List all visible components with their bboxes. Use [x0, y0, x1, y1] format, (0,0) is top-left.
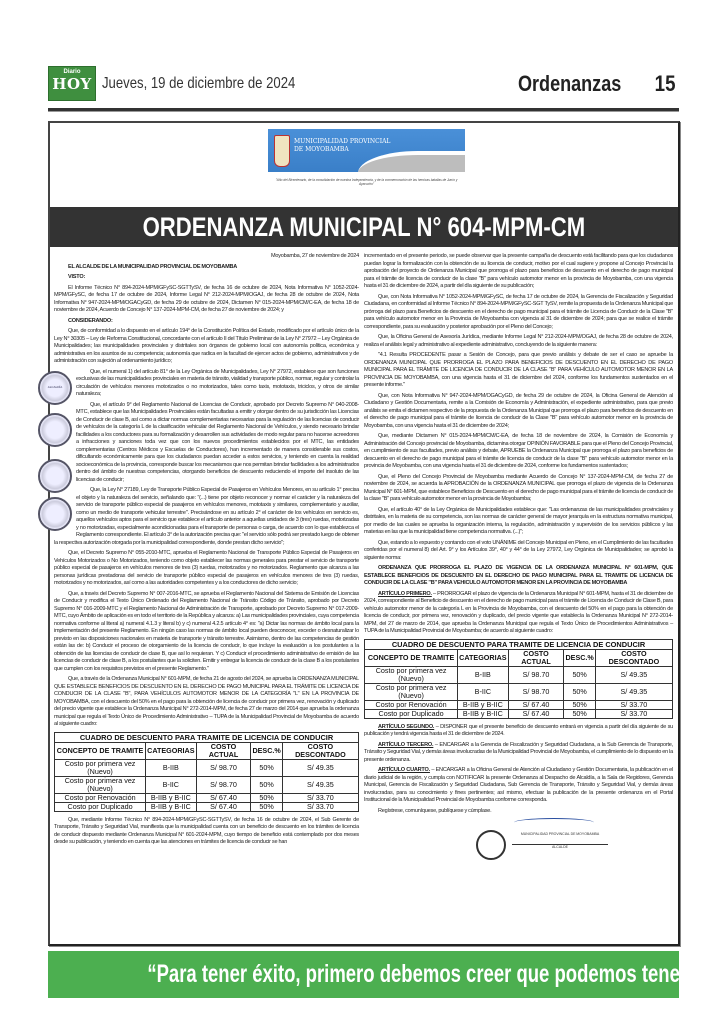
table-cell: B-IIB y B-IIC: [146, 802, 196, 811]
logo-small-text: Diario: [63, 69, 81, 75]
paragraph: Que, a través del Decreto Supremo N° 007-2016-MTC, se aprueba el Reglamento Nacional del Sistema de Emisión de Licencias de Conducir y modifica el Texto Único Ordenado del Reglamento Nacional de Tránsito Código de Tránsito, aprobado por Decreto Supremo N° 016-2009-MTC y el Reglamento Nacional de Administración de Transporte, aprobado por Decreto Supremo N° 017-2009-MTC, cuyo Ámbito de aplicación es en todo el territorio de la República y alcanza: a) Las municipalidades provinciales, cuya competencia normativa conforme al literal a) numeral 4.1.3 y literal b) y c) numeral 4.2.5 artículo 4° es: "a) Dictar las normas de ámbito local para la implementación del presente Reglamento. En ningún caso las normas de ámbito local pueden desconocer, exceder o desnaturalizar lo previsto en las disposiciones nacionales en materia de transporte y tránsito terrestre. Asimismo, dentro de las competencias de gestión están las de: b) Conducir el proceso de otorgamiento de la licencia de conducir, lo que incluye la evaluación a los postulantes a la obtención de las licencias de conducir de clase B, que así lo requieran. Y c) Conducir el procedimiento administrativo de emisión de las licencias de conducir de clase B, a los postulantes que la soliciten. Emitir y entregar la licencia de conducir de la clase B a los postulantes que cumplen con los requisitos previstos en el presente Reglamento.": [54, 590, 359, 672]
table-cell: S/ 33.70: [595, 709, 672, 718]
table-row: [365, 700, 673, 709]
coat-of-arms-icon: [274, 135, 290, 167]
header-rule: [48, 108, 679, 112]
column-header: CATEGORIAS: [458, 649, 508, 666]
table-cell: 50%: [564, 683, 595, 700]
section-name: Ordenanzas: [518, 71, 622, 96]
discount-table: [54, 732, 359, 812]
logo-big-text: HOY: [52, 75, 92, 93]
paragraph: Que, la Oficina General de Asesoría Jurídica, mediante Informe Legal N° 212-2024-MPM/OGAJ, de fecha 28 de octubre de 2024, realiza el análisis legal y administrativo al expediente administrativo, concluyendo de la siguiente manera:: [364, 334, 673, 348]
paragraph: Que, con Nota Informativa N° 947-2024-MPM/OGACyGD, de fecha 29 de octubre de 2024, la Oficina General de Atención al Ciudadano y Gestión Documentaria, remite a la Comisión de Economía y Administración, el expediente administrativo, para que previo análisis se emita el dictamen respectivo de la propuesta de la Ordenanza Municipal que prorroga el plazo para beneficios de descuento en el derecho de pago municipal para el trámite de licencia de conducir de la Clase "B" para vehículo automotor menor en la provincia de Moyobamba, con una vigencia hasta el 31 de diciembre de 2024;: [364, 392, 673, 429]
table-cell: Costo por primera vez (Nuevo): [365, 666, 458, 683]
paragraph: incrementado en el presente periodo, se puede observar que la presente campaña de descuento está facilitando para que los ciudadanos puedan lograr la formalización con la obtención de su licencia de conducir, motivo por el cual sugiere y propone al Concejo Provincial la aprobación del proyecto de Ordenanza Municipal que prorroga el plazo para beneficios de descuento en el derecho de pago municipal para el trámite de licencia de conducir de la clase "B" para vehículo automotor menor en la provincia de Moyobamba, con una vigencia hasta el 31 de diciembre de 2024, a partir del día siguiente de su publicación;: [364, 253, 673, 289]
table-cell: S/ 98.70: [196, 776, 251, 793]
title-bar: [50, 207, 678, 247]
table-cell: S/ 67.40: [508, 700, 564, 709]
paragraph: Que, el Decreto Supremo N° 055-2010-MTC, aprueba el Reglamento Nacional de Transporte Público Especial de Pasajeros en Vehículos Motorizados o No Motorizados, teniendo como objeto establecer las normas generales para prestar el servicio de transporte público especial de pasajeros en vehículos menores de tres (3) ruedas, motorizados y no motorizados. Reglamento que alcanza a las personas jurídicas prestadoras del servicio de transporte público especial de pasajeros en vehículos menores de tres (3) ruedas, motorizados y no motorizados, así como a las autoridades competentes y a los conductores de dicho servicio;: [54, 550, 359, 586]
table-cell: 50%: [251, 802, 282, 811]
article-cuarto: [364, 767, 673, 805]
table-row: [365, 666, 673, 683]
table-cell: 50%: [251, 759, 282, 776]
table-cell: 50%: [564, 709, 595, 718]
legal-quote: "4.1 Resulta PROCEDENTE pasar a Sesión de Concejo, para que previo análisis y debate de ser el caso se apruebe la ORDENANZA MUNICIPAL QUE PRORROGA EL PLAZO PARA BENEFICIOS DE DESCUENTO EN EL DERECHO DE PAGO MUNICIPAL PARA EL TRÁMITE DE LICENCIA DE CONDUCIR DE LA CLASE "B" PARA VEHÍCULO AUTOMOTOR MENOR EN LA PROVINCIA DE MOYOBAMBA, con una vigencia hasta el 31 de diciembre del 2024, conforme los fundamentos sustentados en el presente informe.": [364, 352, 673, 388]
mayor-signature: [364, 818, 673, 868]
table-cell: S/ 33.70: [595, 700, 672, 709]
table-row: [55, 776, 359, 793]
article-text: – ENCARGAR a la Gerencia de Fiscalización y Seguridad Ciudadana, a la Sub Gerencia de Transporte, Tránsito y Seguridad Vial, y demás áreas involucradas de la Municipalidad Provincial de Moyobamba, el cumplimiento de lo dispuesto en la presente ordenanza.: [364, 741, 673, 763]
article-label: ARTÍCULO SEGUNDO.: [378, 723, 435, 730]
table-cell: B-IIC: [146, 776, 196, 793]
paragraph: Que, mediante Informe Técnico N° 894-2024-MPM/GFySC-SGTTySV, de fecha 16 de octubre de 2024, el Sub Gerente de Transporte, Tránsito y Seguridad Vial, manifiesta que la municipalidad cuenta con un beneficio de descuento en los trámites de licencia de conducir dispuesto mediante Ordenanza Municipal N° 601-2024-MPM, cuyo tiempo de beneficio está contemplado por dos meses desde su publicación, y teniendo en cuenta que las atenciones en trámites de licencia de conducir se han: [54, 816, 359, 845]
paragraph: Que, el artículo 9° del Reglamento Nacional de Licencias de Conducir, aprobado por Decreto Supremo N° 040-2008-MTC, establece que las Municipalidades Provinciales están facultadas a emitir y otorgar dentro de su jurisdicción las Licencias de Conducir de clase B, así como a dictar normas complementarias necesarias para la regulación de las licencias de conducir de vehículos de la categoría L de la clasificación vehicular del Reglamento Nacional de Vehículos, y siendo necesario brindar facilidades a los conductores para su formalización y desarrollen sus actividades de modo regular para no hacerse acreedores a infracciones y sanciones toda vez que con los nuevos procedimientos establecidos por el MTC, las entidades complementarias (Centros Médicos y Escuelas de Conductores), han incrementado de manera considerable sus costos, dificultando económicamente para que los ciudadanos puedan acceder a estos servicios, y teniendo en cuenta la realidad socioeconómica de la provincia, corresponde buscar los mecanismos que nos permitan brindar facilidades a los administrados dentro del ámbito de nuestras competencias, otorgando beneficios de descuento reduciendo el importe del insoluto de las licencias de conducir;: [76, 401, 359, 483]
table-cell: B-IIB: [146, 759, 196, 776]
ordinance-box: [48, 121, 680, 946]
official-stamp-icon: [476, 830, 506, 860]
table-caption: CUADRO DE DESCUENTO PARA TRAMITE DE LICENCIA DE CONDUCIR: [364, 639, 673, 649]
table-header-row: [55, 742, 359, 759]
paragraph: Que, la Ley N° 27189, Ley de Transporte Público Especial de Pasajeros en Vehículos Menores, en su artículo 1° precisa el objeto y la naturaleza del servicio, señalando que: "(...) tiene por objeto reconocer y normar el carácter y la naturaleza del servicio de transporte público especial de pasajeros en vehículos menores, mototaxis y similares, complementario y auxiliar, como un medio de transporte vehicular terrestre". Precisándose en su artículo 2° el carácter de los vehículos en servicio es, aquellos vehículos aptos para el servicio que establece el artículo anterior a aquellas unidades de 3 (tres) ruedas, motorizadas y no motorizadas, especialmente acondicionadas para el transporte de personas o carga, de acuerdo con lo que establezca el Reglamento correspondiente. El artículo 3° de la autorización precisa que: "el servicio sólo podrá ser prestado luego de obtener la respectiva autorización otorgada por la municipalidad correspondiente, donde prestan dicho servicio";: [54, 487, 359, 546]
table-cell: Costo por Duplicado: [55, 802, 146, 811]
paragraph: Que, con Nota Informativa N° 1052-2024-MPM/GFySC, de fecha 17 de octubre de 2024, la Gerencia de Fiscalización y Seguridad Ciudadana, en conformidad al Informe Técnico N° 894-2024-MPM/GFySC-SGT TySV, remite la propuesta de la Ordenanza Municipal que prórroga del plazo para Beneficios de descuento en el derecho de pago municipal para el trámite de Licencia de Conducir de la Clase "B" para vehículo automotor menor en la Provincia de Moyobamba con vigencia al 31 de diciembre de 2024; para que se realice el trámite correspondiente, para su evaluación y posterior aprobación por el Pleno del Concejo;: [364, 293, 673, 330]
right-column: [364, 253, 673, 868]
table-cell: S/ 49.35: [595, 666, 672, 683]
footer-quote-banner: [48, 951, 713, 998]
column-header: CATEGORIAS: [146, 742, 196, 759]
seal-stamp-icon: [38, 371, 72, 405]
diario-hoy-logo: [48, 66, 96, 101]
table-row: [365, 709, 673, 718]
table-cell: Costo por Renovación: [55, 793, 146, 802]
column-header: COSTO ACTUAL: [508, 649, 564, 666]
footer-quote: “Para tener éxito, primero debemos creer que podemos tenerlo”: [147, 960, 713, 988]
table-cell: S/ 98.70: [508, 683, 564, 700]
paragraph: Que, estando a lo expuesto y contando con el voto UNÁNIME del Concejo Municipal en Pleno, en el Cumplimiento de las facultades conferidas por el numeral 8) del Art. 9° y los Artículos 39°, 40° y 44° de la Ley 27972, Ley Orgánica de Municipalidades; se aprobó la siguiente norma:: [364, 539, 673, 561]
seal-stamp-icon: [38, 459, 72, 493]
article-text: – PRORROGAR el plazo de vigencia de la Ordenanza Municipal N° 601-MPM, hasta el 31 de diciembre de 2024, correspondiente al Beneficio de descuento en el derecho de pago municipal para el trámite de Licencia de Conducir de Clase B, para vehículo automotor menor de la categoría L en la Provincia de Moyobamba, con el descuento del 50% en el pago para la obtención de licencia de conducir, por primera vez, renovación y duplicado, del precio vigente que establecía la Ordenanza Municipal N° 272-2014-MPM, del 27 de marzo de 2014, que aprueba la Ordenanza Municipal que regula el Texto Único de Procedimientos Administrativos – TUPA de la Municipalidad Provincial de Moyobamba; de acuerdo al siguiente cuadro:: [364, 590, 673, 634]
table-cell: B-IIB y B-IIC: [458, 709, 508, 718]
table-cell: 50%: [251, 776, 282, 793]
table-cell: Costo por Renovación: [365, 700, 458, 709]
table-cell: Costo por primera vez (Nuevo): [55, 776, 146, 793]
column-header: COSTO DESCONTADO: [282, 742, 358, 759]
table-cell: S/ 98.70: [508, 666, 564, 683]
banner-wave: [358, 151, 465, 172]
table-row: [55, 793, 359, 802]
signature-title: MUNICIPALIDAD PROVINCIAL DE MOYOBAMBA: [512, 832, 608, 837]
considerando-label: CONSIDERANDO:: [68, 317, 113, 324]
article-segundo: [364, 724, 673, 739]
table-row: [55, 802, 359, 811]
table-cell: B-IIC: [458, 683, 508, 700]
seal-text: ALCALDÍA: [47, 384, 63, 389]
closing-formula: Regístrese, comuníquese, publíquese y cúmplase.: [378, 807, 492, 814]
column-header: DESC.%: [564, 649, 595, 666]
visto-label: VISTO:: [68, 274, 86, 280]
table-cell: B-IIB: [458, 666, 508, 683]
table-cell: 50%: [564, 700, 595, 709]
paragraph: Que, a través de la Ordenanza Municipal N° 601-MPM, de fecha 21 de agosto del 2024, se aprueba la ORDENANZA MUNICIPAL QUE ESTABLECE BENEFICIOS DE DESCUENTO EN EL DERECHO DE PAGO MUNICIPAL PARA EL TRÁMITE DE LICENCIA DE CONDUCIR DE LA CLASE "B", PARA VEHÍCULOS AUTOMOTOR MENOR DE LA CATEGORÍA "L" EN LA PROVINCIA DE MOYOBAMBA, con el descuento del 50% en el pago para la obtención de licencia de conducir por primera vez, renovación y duplicado del precio vigente que establece la Ordenanza Municipal N° 272-2014-MPM, de fecha 27 de marzo del 2014 que aprueba la ordenanza municipal que regula el Texto Único de Procedimiento Administrativo – TUPA de la Municipalidad Provincial de Moyobamba de acuerdo al siguiente cuadro:: [54, 676, 359, 727]
page-number: 15: [654, 71, 675, 96]
year-motto: "Año del Bicentenario, de la consolidación de nuestra Independencia, y de la conmemoración de las heroicas batallas de Junín y Ayacucho": [275, 178, 458, 186]
table-cell: Costo por primera vez (Nuevo): [55, 759, 146, 776]
visto-text: El Informe Técnico N° 894-2024-MPM/GFySC-SGTTySV, de fecha 16 de octubre de 2024, Nota Informativa N° 1052-2024-MPM/GFySC, de fecha 17 de octubre de 2024, Informe Legal N° 212-2024-MPM/OGAJ, de fecha 28 de octubre de 2024, Nota Informativa N° 947-2024-MPM/OGACyGD, de fecha 29 de octubre de 2024, Dictamen N° 015-2024-MPM/CM/C-EA, de fecha 18 de noviembre de 2024, Acuerdo de Concejo N° 137-2024-MPM-CM, de fecha 27 de noviembre de 2024; y: [54, 284, 359, 313]
municipality-name: [294, 138, 390, 154]
table-cell: S/ 49.35: [282, 759, 358, 776]
table-cell: S/ 67.40: [196, 793, 251, 802]
paragraph: Que, el artículo 40° de la Ley Orgánica de Municipalidades establece que: "Las ordenanzas de las municipalidades provinciales y distritales, en la materia de su competencia, son las normas de carácter general de mayor jerarquía en la estructura normativa municipal, por medio de las cuales se aprueba la organización interna, la regulación, administración y supervisión de los servicios públicos y las materias en las que la municipalidad tiene competencia normativa. (...)";: [364, 506, 673, 535]
table-cell: S/ 49.35: [282, 776, 358, 793]
table-cell: S/ 49.35: [595, 683, 672, 700]
table-cell: S/ 67.40: [196, 802, 251, 811]
article-label: ARTÍCULO CUARTO.: [378, 767, 430, 773]
signature-stroke: [514, 818, 594, 827]
place-date: Moyobamba, 27 de noviembre de 2024: [270, 253, 359, 259]
masthead: [48, 66, 679, 110]
municipality-name-line2: DE MOYOBAMBA: [294, 146, 349, 153]
seal-stamp-icon: [38, 413, 72, 447]
table-cell: S/ 33.70: [282, 802, 358, 811]
article-text: – ENCARGAR a la Oficina General de Atención al Ciudadano y Gestión Documentaria, la publicación en el diario judicial de la región, y cumpla con NOTIFICAR la presente Ordenanza al Despacho de Alcaldía, a la Sala de Regidores, Gerencia Municipal, Gerencia de Fiscalización y Seguridad Ciudadana, Sub Gerencia de Transporte, Tránsito y Seguridad Vial, y demás áreas involucradas, para su conocimiento y fines pertinentes; así mismo, efectuar la publicación de la presente ordenanza en el Portal Institucional de la Municipalidad Provincial de Moyobamba conforme corresponda.: [364, 767, 673, 803]
municipality-name-line1: MUNICIPALIDAD PROVINCIAL: [294, 138, 391, 145]
column-header: CONCEPTO DE TRAMITE: [365, 649, 458, 666]
table-cell: B-IIB y B-IIC: [146, 793, 196, 802]
paragraph: Que, mediante Dictamen N° 015-2024-MPM/CM/C-EA, de fecha 18 de noviembre de 2024, la Comisión de Economía y Administración del Concejo provincial de Moyobamba, dictamina otorgar OPINIÓN FAVORABLE para que el Pleno del Concejo Provincial, en cumplimiento de sus facultades, previo análisis y debate, APRUEBE la Ordenanza Municipal que prorroga el plazo para beneficios de descuento en el derecho de pago municipal para el trámite de licencia de conducir de la clase "B" para vehículo automotor menor en la provincia de Moyobamba, con una vigencia hasta el 31 de diciembre de 2024, conforme los fundamentos sustentados;: [364, 433, 673, 469]
table-cell: 50%: [251, 793, 282, 802]
discount-table: [364, 639, 673, 719]
column-header: DESC.%: [251, 742, 282, 759]
issuer-heading: EL ALCALDE DE LA MUNICIPALIDAD PROVINCIAL DE MOYOBAMBA: [68, 263, 238, 270]
discount-table-left: [54, 732, 359, 812]
table-cell: 50%: [564, 666, 595, 683]
table-row: [55, 759, 359, 776]
article-primero: [364, 591, 673, 636]
ordinance-heading: ORDENANZA QUE PRORROGA EL PLAZO DE VIGENCIA DE LA ORDENANZA MUNICIPAL N° 601-MPM, QUE ESTABLECE BENEFICIOS DE DESCUENTO EN EL DERECHO DE PAGO MUNICIPAL PARA EL TRAMITE DE LICENCIA DE CONDUCIR DE LA CLASE "B" PARA VEHICULO AUTOMOTOR MENOR EN LA PROVINCIA DE MOYOBAMBA: [364, 565, 673, 586]
table-cell: B-IIB y B-IIC: [458, 700, 508, 709]
table-caption: CUADRO DE DESCUENTO PARA TRAMITE DE LICENCIA DE CONDUCIR: [54, 732, 359, 742]
municipality-banner: [268, 129, 465, 172]
paragraph: Que, el Pleno del Concejo Provincial de Moyobamba mediante Acuerdo de Concejo N° 137-2024-MPM-CM, de fecha 27 de noviembre de 2024, se acuerda la APROBACIÓN de la ORDENANZA MUNICIPAL que prorroga el plazo de vigencia de la Ordenanza Municipal N° 601-MPM, que establece Beneficios de Descuento en el derecho de pago municipal para el trámite de licencia de conducir de la clase "B" para vehículo automotor menor en la provincia de Moyobamba;: [364, 473, 673, 502]
discount-table-right: [364, 639, 673, 719]
article-label: ARTÍCULO TERCERO.: [378, 741, 434, 748]
paragraph: Que, el numeral 1) del artículo 81° de la Ley Orgánica de Municipalidades, Ley N° 27972, establece que son funciones exclusivas de las municipalidades provinciales en materia de tránsito, vialidad y transporte público, normar, regular y controlar la circulación de vehículos menores motorizados o no motorizados, tales como taxis, mototaxis, triciclos, y otros de similar naturaleza;: [76, 368, 359, 397]
article-label: ARTÍCULO PRIMERO.: [378, 590, 432, 597]
column-header: COSTO ACTUAL: [196, 742, 251, 759]
table-cell: Costo por primera vez (Nuevo): [365, 683, 458, 700]
table-cell: S/ 67.40: [508, 709, 564, 718]
table-cell: Costo por Duplicado: [365, 709, 458, 718]
left-column: [47, 253, 359, 850]
table-row: [365, 683, 673, 700]
column-header: COSTO DESCONTADO: [595, 649, 672, 666]
signature-name: ALCALDE: [512, 844, 608, 850]
issue-date: Jueves, 19 de diciembre de 2024: [102, 75, 296, 92]
table-cell: S/ 98.70: [196, 759, 251, 776]
table-header-row: [365, 649, 673, 666]
column-header: CONCEPTO DE TRAMITE: [55, 742, 146, 759]
seal-stamp-icon: [38, 497, 72, 531]
page-title: ORDENANZA MUNICIPAL N° 604-MPM-CM: [142, 212, 586, 242]
paragraph: Que, de conformidad a lo dispuesto en el artículo 194° de la Constitución Política del Estado, modificado por el artículo único de la Ley N° 30305 – Ley de Reforma Constitucional, concordante con el artículo II del Título Preliminar de la Ley N° 27972 – Ley Orgánica de Municipalidades; las municipalidades provinciales y distritales son órganos de gobierno local con autonomía política, económica y administrativa en los asuntos de su competencia; autonomía que radica en la facultad de ejercer actos de gobierno, administrativos y de administración con sujeción al ordenamiento jurídico;: [54, 328, 359, 364]
table-cell: S/ 33.70: [282, 793, 358, 802]
article-text: – DISPONER que el presente beneficio de descuento entrará en vigencia a partir del día siguiente de su publicación y tendrá vigencia hasta el 31 de diciembre de 2024.: [364, 723, 673, 737]
article-tercero: [364, 742, 673, 765]
